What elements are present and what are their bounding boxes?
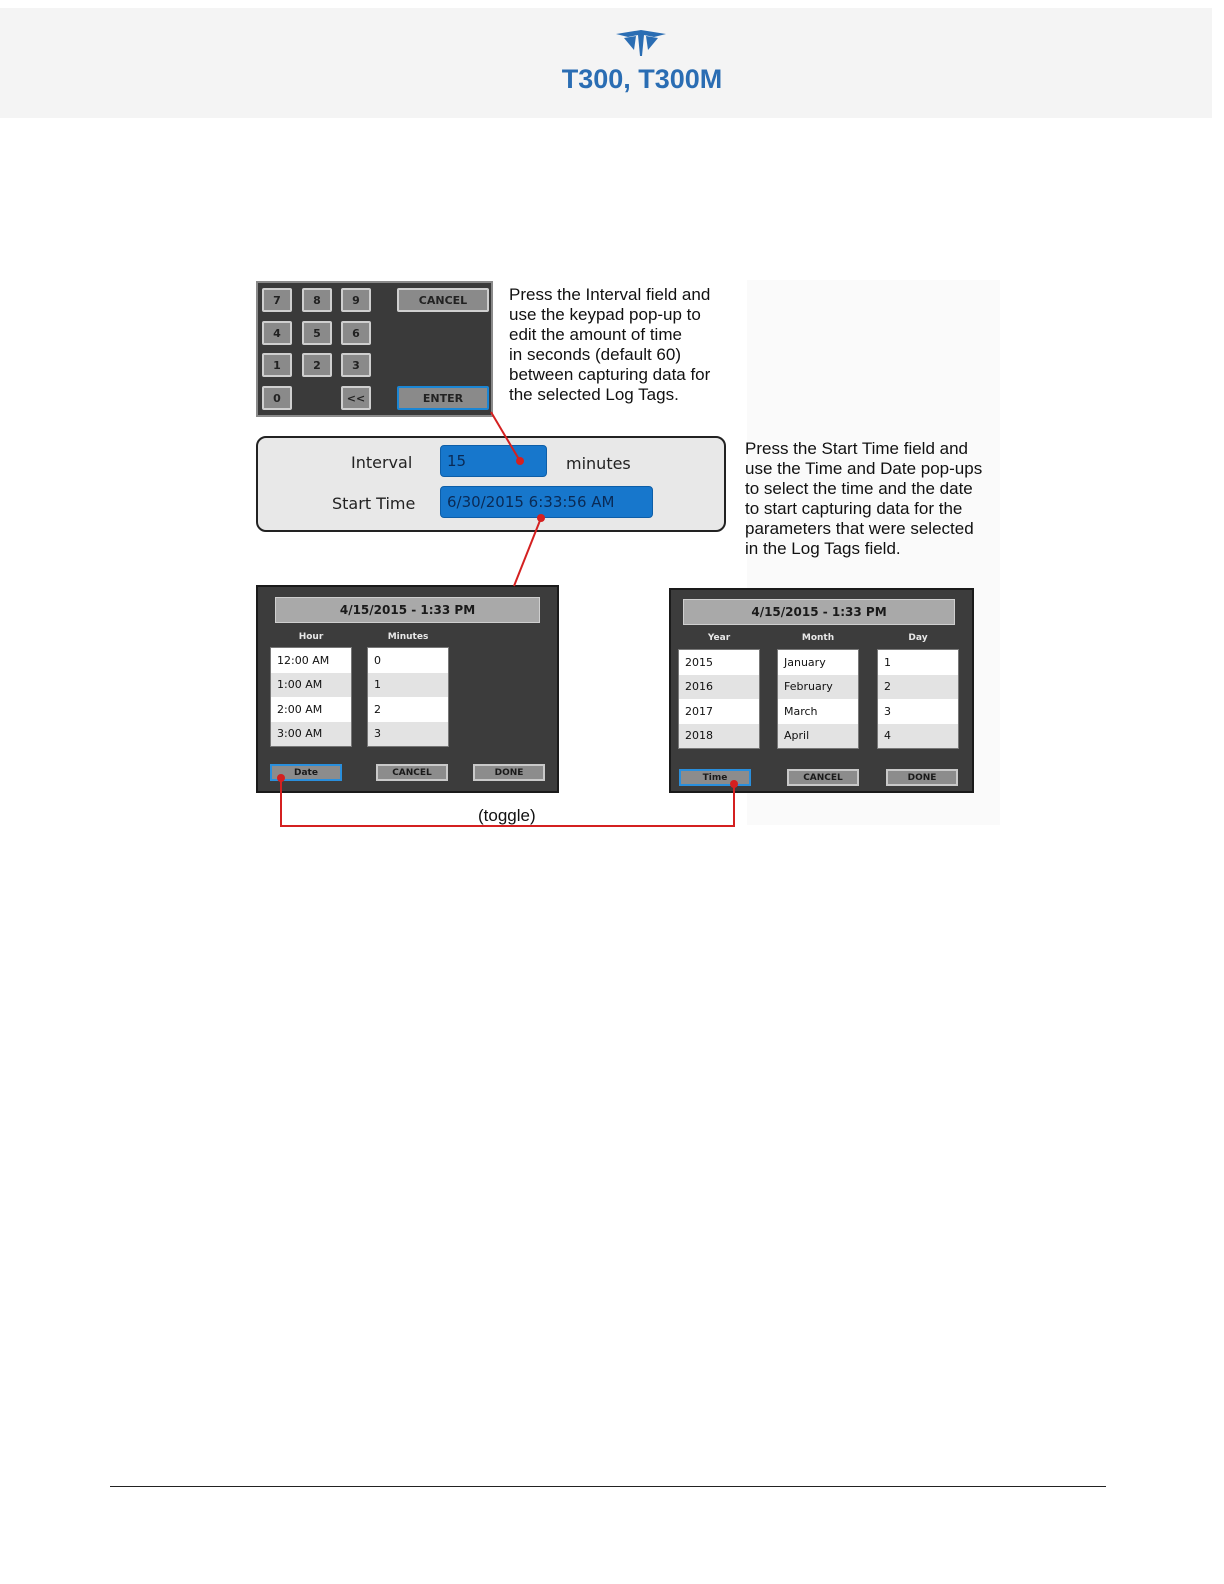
list-item[interactable]: 0	[374, 653, 381, 667]
date-dialog-title: 4/15/2015 - 1:33 PM	[683, 599, 955, 625]
key-9[interactable]: 9	[341, 288, 371, 312]
minutes-column-header: Minutes	[387, 632, 429, 642]
hour-column-header: Hour	[298, 632, 324, 642]
list-item[interactable]: January	[784, 655, 826, 669]
key-0[interactable]: 0	[262, 386, 292, 410]
year-list[interactable]	[678, 649, 760, 749]
date-done-button[interactable]: DONE	[886, 769, 958, 786]
list-item[interactable]: March	[784, 704, 818, 718]
teledyne-logo-icon	[614, 28, 668, 58]
time-picker-dialog	[256, 585, 559, 793]
key-8[interactable]: 8	[302, 288, 332, 312]
key-1[interactable]: 1	[262, 353, 292, 377]
time-dialog-title: 4/15/2015 - 1:33 PM	[275, 597, 540, 623]
key-5[interactable]: 5	[302, 321, 332, 345]
date-picker-dialog	[669, 588, 974, 793]
list-item[interactable]: April	[778, 724, 858, 749]
day-list[interactable]	[877, 649, 959, 749]
key-7[interactable]: 7	[262, 288, 292, 312]
data-logger-settings-panel	[256, 436, 726, 532]
list-item[interactable]: 1:00 AM	[271, 673, 351, 698]
key-6[interactable]: 6	[341, 321, 371, 345]
time-done-button[interactable]: DONE	[473, 764, 545, 781]
list-item[interactable]: 2018	[679, 724, 759, 749]
document-title: T300, T300M	[561, 64, 723, 94]
keypad-enter-button[interactable]: ENTER	[397, 386, 489, 410]
list-item[interactable]: 2017	[685, 704, 713, 718]
month-list[interactable]	[777, 649, 859, 749]
list-item[interactable]: 1	[884, 655, 891, 669]
list-item[interactable]: February	[778, 675, 858, 700]
key-2[interactable]: 2	[302, 353, 332, 377]
list-item[interactable]: 3	[368, 722, 448, 747]
list-item[interactable]: 12:00 AM	[277, 653, 330, 667]
list-item[interactable]: 4	[878, 724, 958, 749]
start-time-field[interactable]: 6/30/2015 6:33:56 AM	[440, 486, 653, 518]
time-cancel-button[interactable]: CANCEL	[376, 764, 448, 781]
interval-unit-label: minutes	[566, 454, 631, 473]
minutes-list[interactable]	[367, 647, 449, 747]
time-toggle-button[interactable]: Time	[679, 769, 751, 786]
day-column-header: Day	[908, 633, 928, 643]
interval-label: Interval	[351, 453, 413, 472]
footer-rule	[110, 1486, 1106, 1487]
toggle-label: (toggle)	[478, 806, 536, 825]
list-item[interactable]: 2015	[685, 655, 713, 669]
key-3[interactable]: 3	[341, 353, 371, 377]
hour-list[interactable]	[270, 647, 352, 747]
list-item[interactable]: 3	[884, 704, 891, 718]
start-time-label: Start Time	[332, 494, 416, 513]
month-column-header: Month	[801, 633, 835, 643]
date-toggle-button[interactable]: Date	[270, 764, 342, 781]
date-cancel-button[interactable]: CANCEL	[787, 769, 859, 786]
list-item[interactable]: 2	[878, 675, 958, 700]
list-item[interactable]: 2	[374, 702, 381, 716]
numeric-keypad	[256, 281, 493, 417]
year-column-header: Year	[707, 633, 731, 643]
list-item[interactable]: 2016	[679, 675, 759, 700]
key-4[interactable]: 4	[262, 321, 292, 345]
key-backspace[interactable]: <<	[341, 386, 371, 410]
interval-field[interactable]: 15	[440, 445, 547, 477]
list-item[interactable]: 3:00 AM	[271, 722, 351, 747]
keypad-cancel-button[interactable]: CANCEL	[397, 288, 489, 312]
page-header	[0, 8, 1212, 118]
list-item[interactable]: 2:00 AM	[277, 702, 323, 716]
list-item[interactable]: 1	[368, 673, 448, 698]
interval-instruction-note: Press the Interval field and use the keypad pop-up to edit the amount of time in seconds (default 60) between capturing data for the selected Log Tags.	[509, 285, 711, 404]
start-time-instruction-note: Press the Start Time field and use the Time and Date pop-ups to select the time and the date to start capturing data for the parameters that were selected in the Log Tags field.	[745, 439, 983, 558]
